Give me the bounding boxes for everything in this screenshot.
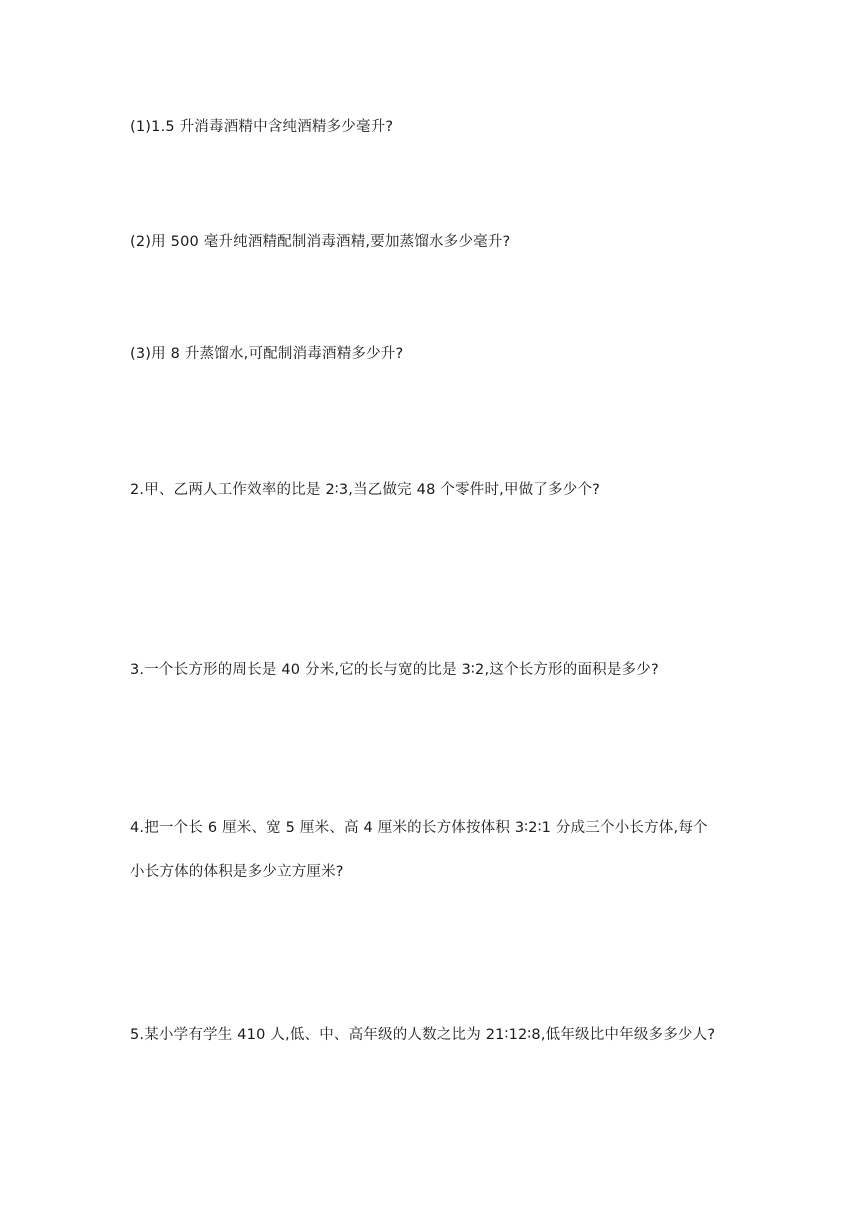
question-1-part-2: (2)用 500 毫升纯酒精配制消毒酒精,要加蒸馏水多少毫升? <box>130 234 511 250</box>
question-5: 5.某小学有学生 410 人,低、中、高年级的人数之比为 21∶12∶8,低年级比中年级多多少人? <box>130 1027 716 1043</box>
question-1-part-1: (1)1.5 升消毒酒精中含纯酒精多少毫升? <box>130 119 394 135</box>
question-2: 2.甲、乙两人工作效率的比是 2∶3,当乙做完 48 个零件时,甲做了多少个? <box>130 482 601 498</box>
question-4-line-2: 小长方体的体积是多少立方厘米? <box>130 864 344 880</box>
question-1-part-3: (3)用 8 升蒸馏水,可配制消毒酒精多少升? <box>130 346 404 362</box>
question-4-line-1: 4.把一个长 6 厘米、宽 5 厘米、高 4 厘米的长方体按体积 3∶2∶1 分成三个小长方体,每个 <box>130 820 708 836</box>
question-3: 3.一个长方形的周长是 40 分米,它的长与宽的比是 3∶2,这个长方形的面积是多少? <box>130 662 659 678</box>
